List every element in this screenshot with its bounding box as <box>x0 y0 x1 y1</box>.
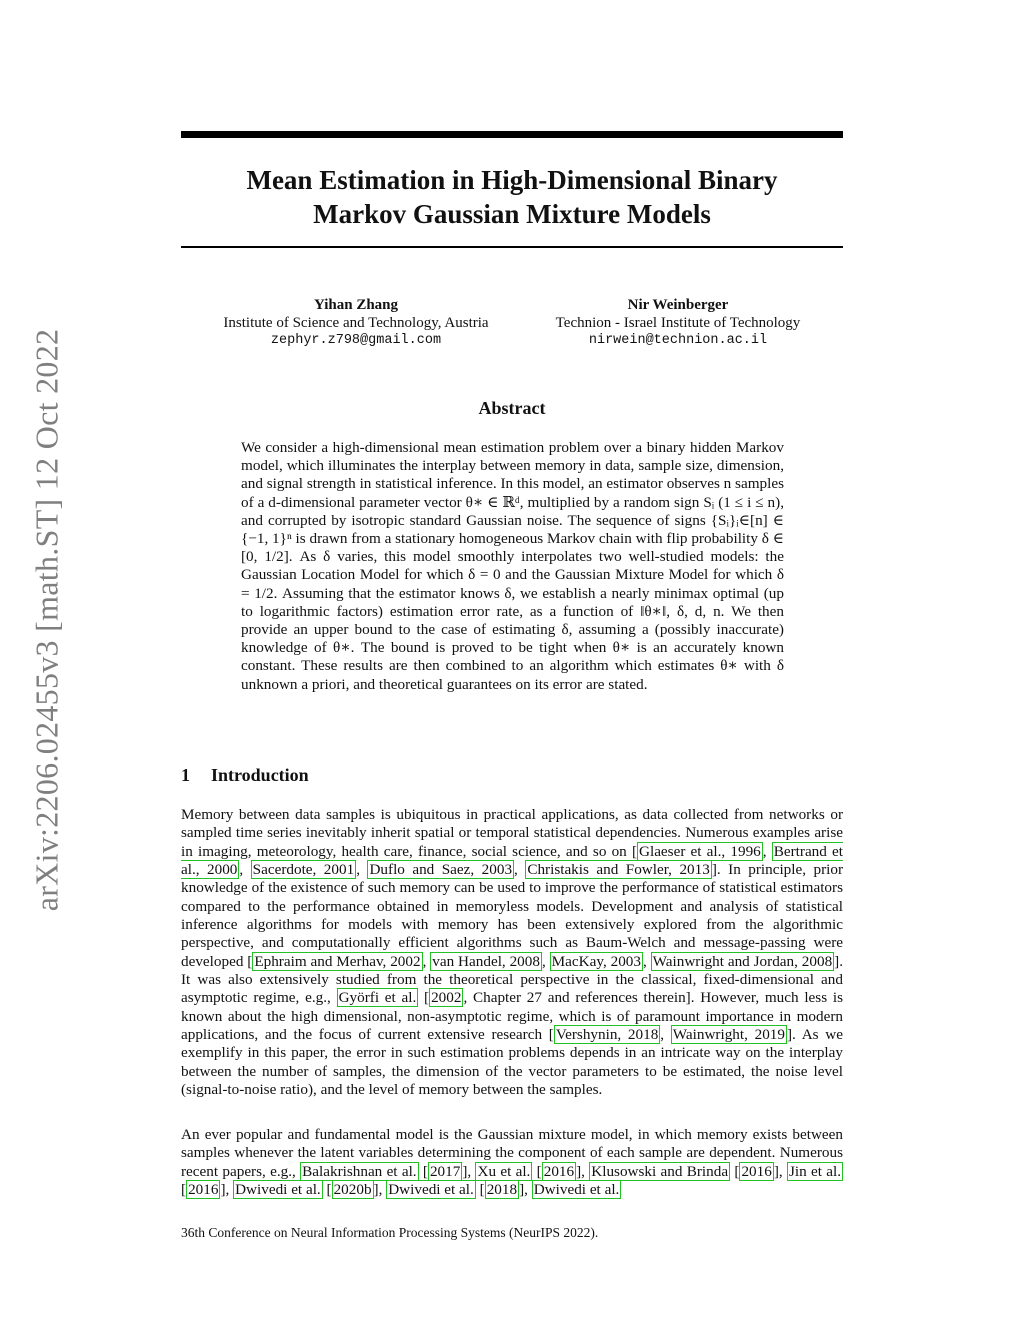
citation-link[interactable]: van Handel, 2008 <box>432 952 540 970</box>
citation-link[interactable]: Györfi et al. <box>338 989 417 1007</box>
author-email[interactable]: nirwein@technion.ac.il <box>588 333 768 348</box>
paragraph-text: ]. In principle, prior knowledge of the existence of such memory can be used to improve the performance of statistical estimators compared to the performance obtained in memoryless models. Development and analysis of statistical inference algorithms for models with memory has been extensively explored from the algorithmic perspective, and computationally efficient algorithms such as Baum-Welch and message-passing were developed [ <box>181 861 844 970</box>
citation-separator: , <box>356 861 368 879</box>
author-affiliation: Institute of Science and Technology, Austria <box>223 315 489 331</box>
author-affiliation: Technion - Israel Institute of Technology <box>555 315 801 331</box>
citation-separator: [ <box>322 1181 332 1199</box>
citation-link[interactable]: Ephraim and Merhav, 2002 <box>254 952 421 970</box>
paragraph-text: , Chapter 27 and references therein]. However, much less is known about the high dimensional, non-asymptotic regime, which is of paramount importance in modern applications, and the focus of current extensive research [ <box>181 989 843 1044</box>
citation-separator: ], <box>373 1181 387 1199</box>
citation-separator: [ <box>418 989 430 1007</box>
author-email[interactable]: zephyr.z798@gmail.com <box>270 333 442 348</box>
citation-separator: , <box>660 1026 671 1044</box>
citation-link[interactable]: Christakis and Fowler, 2013 <box>527 861 710 879</box>
citation-separator: , <box>762 842 772 860</box>
citation-separator: , <box>541 952 550 970</box>
citation-link[interactable]: 2016 <box>188 1181 219 1199</box>
citation-separator: [ <box>181 1181 187 1199</box>
citation-separator: [ <box>730 1162 740 1180</box>
author-name: Nir Weinberger <box>627 297 729 313</box>
citation-link[interactable]: Dwivedi et al. <box>533 1181 620 1199</box>
paragraph-text: ]. As we exemplify in this paper, the error in such estimation problems depends in an intricate way on the interplay between the number of samples, the dimension of the vector parameters to be estimated, the noise level (signal-to-noise ratio), and the level of memory between the samples. <box>181 1026 844 1099</box>
author-name: Yihan Zhang <box>313 297 399 313</box>
abstract-text: We consider a high-dimensional mean estimation problem over a binary hidden Markov model, which illuminates the interplay between memory in data, sample size, dimension, and signal strength in statistical inference. In this model, an estimator observes n samples of a d-dimensional parameter vector θ∗ ∈ ℝᵈ, multiplied by a random sign Sᵢ (1 ≤ i ≤ n), and corrupted by isotropic standard Gaussian noise. The sequence of signs {Sᵢ}ᵢ∈[n] ∈ {−1, 1}ⁿ is drawn from a stationary homogeneous Markov chain with flip probability δ ∈ [0, 1/2]. As δ varies, this model smoothly interpolates two well-studied models: the Gaussian Location Model for which δ = 0 and the Gaussian Mixture Model for which δ = 1/2. Assuming that the estimator knows δ, we establish a nearly minimax optimal (up to logarithmic factors) estimation error rate, as a function of ‖θ∗‖, δ, d, n. We then provide an upper bound to the case of estimating δ, assuming a (possibly inaccurate) knowledge of θ∗. The bound is proved to be tight when θ∗ is an accurately known constant. These results are then combined to an algorithm which estimates θ∗ with δ unknown a priori, and theoretical guarantees on its error are stated. <box>241 439 784 693</box>
section-title: Introduction <box>211 765 309 785</box>
citation-separator: ], <box>773 1162 787 1180</box>
citation-link[interactable]: Sacerdote, 2001 <box>252 861 355 879</box>
citation-separator: [ <box>418 1162 428 1180</box>
citation-separator: ], <box>462 1162 476 1180</box>
title-bottom-rule <box>181 246 843 248</box>
citation-separator: [ <box>532 1162 542 1180</box>
citation-separator: ], <box>220 1181 234 1199</box>
citation-link[interactable]: 2017 <box>429 1162 461 1180</box>
intro-paragraph-1 <box>181 806 843 1100</box>
title-line-2: Markov Gaussian Mixture Models <box>313 199 711 229</box>
citation-link[interactable]: 2002 <box>431 989 462 1007</box>
citation-link[interactable]: 2016 <box>543 1162 575 1180</box>
arxiv-stamp: arXiv:2206.02455v3 [math.ST] 12 Oct 2022 <box>28 328 65 912</box>
title-line-1: Mean Estimation in High-Dimensional Binary <box>246 165 778 195</box>
citation-link[interactable]: Jin et al. <box>788 1162 842 1180</box>
citation-link[interactable]: Dwivedi et al. <box>235 1181 321 1199</box>
citation-link[interactable]: 2020b <box>333 1181 372 1199</box>
citation-separator: , <box>239 861 251 879</box>
intro-paragraph-2 <box>181 1126 843 1199</box>
author-block <box>196 296 516 350</box>
citation-link[interactable]: Xu et al. <box>477 1162 531 1180</box>
citation-link[interactable]: 2016 <box>741 1162 772 1180</box>
citation-link[interactable]: Duflo and Saez, 2003 <box>369 861 513 879</box>
paragraph-text: ]. It was also extensively studied from the theoretical perspective in the classical, fixed-dimensional and asymptotic regime, e.g., <box>181 952 844 1007</box>
paragraph-text: An ever popular and fundamental model is the Gaussian mixture model, in which memory exists between samples whenever the latent variables determining the component of each sample are dependent. Numerous recent papers, e.g., <box>181 1126 843 1180</box>
section-heading <box>181 765 309 786</box>
citation-separator: ], <box>519 1181 532 1199</box>
citation-separator: [ <box>475 1181 485 1199</box>
citation-separator: , <box>422 952 431 970</box>
paragraph-text: Memory between data samples is ubiquitous in practical applications, as data collected from networks or sampled time series inevitably inherit spatial or temporal statistical dependencies. Numerous examples arise in imaging, meteorology, health care, finance, social science, and so on [ <box>181 806 843 860</box>
conference-footnote: 36th Conference on Neural Information Processing Systems (NeurIPS 2022). <box>181 1225 599 1240</box>
citation-link[interactable]: Dwivedi et al. <box>388 1181 474 1199</box>
citation-separator: , <box>514 861 526 879</box>
citation-link[interactable]: Klusowski and Brinda <box>591 1162 729 1180</box>
section-number: 1 <box>181 765 190 785</box>
title-top-rule <box>181 131 843 138</box>
citation-separator: , <box>642 952 651 970</box>
paper-title <box>181 163 843 231</box>
citation-link[interactable]: Bertrand et al., 2000 <box>181 842 843 879</box>
citation-separator: ], <box>576 1162 590 1180</box>
citation-link[interactable]: MacKay, 2003 <box>551 952 641 970</box>
citation-link[interactable]: Glaeser et al., 1996 <box>639 842 761 860</box>
citation-link[interactable]: Wainwright and Jordan, 2008 <box>652 952 833 970</box>
abstract-heading: Abstract <box>478 398 546 418</box>
author-block <box>528 296 828 350</box>
citation-link[interactable]: Wainwright, 2019 <box>672 1026 785 1044</box>
citation-link[interactable]: Vershynin, 2018 <box>555 1026 659 1044</box>
citation-link[interactable]: Balakrishnan et al. <box>302 1162 417 1180</box>
citation-link[interactable]: 2018 <box>486 1181 518 1199</box>
